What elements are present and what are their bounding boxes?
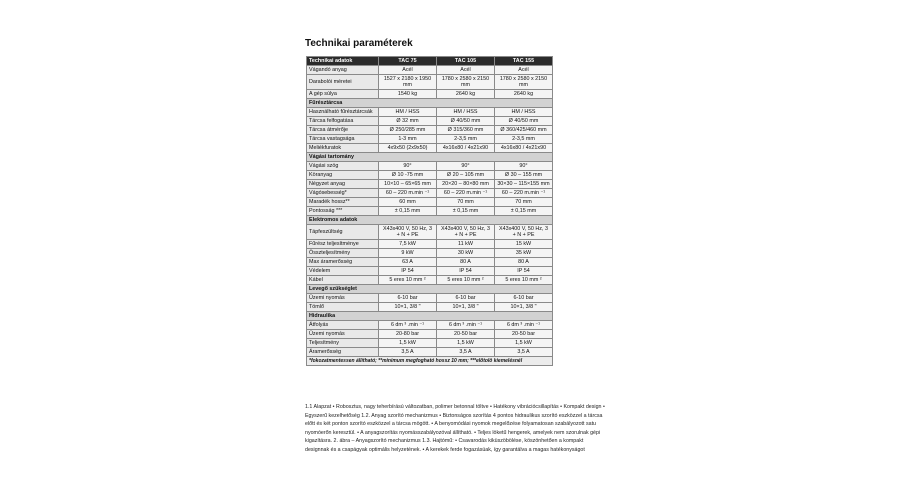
cell-value: 63 A bbox=[379, 258, 437, 267]
cell-value: 35 kW bbox=[495, 249, 553, 258]
table-row bbox=[307, 225, 553, 240]
table-row bbox=[307, 258, 553, 267]
row-label: Átfolyás bbox=[307, 321, 379, 330]
table-body bbox=[307, 66, 553, 366]
table-row bbox=[307, 144, 553, 153]
table-row bbox=[307, 249, 553, 258]
cell-value: 20-80 bar bbox=[379, 330, 437, 339]
section-title: Hidraulika bbox=[307, 312, 553, 321]
row-label: Vágási szög bbox=[307, 162, 379, 171]
cell-value: ± 0,15 mm bbox=[379, 207, 437, 216]
cell-value: 90° bbox=[437, 162, 495, 171]
cell-value: 9 kW bbox=[379, 249, 437, 258]
cell-value: Ø 250/285 mm bbox=[379, 126, 437, 135]
table-row bbox=[307, 321, 553, 330]
cell-value: 60 mm bbox=[379, 198, 437, 207]
row-label: Négyzet anyag bbox=[307, 180, 379, 189]
table-row bbox=[307, 330, 553, 339]
cell-value: 10×1, 3/8 " bbox=[437, 303, 495, 312]
row-label: Tápfeszültség bbox=[307, 225, 379, 240]
cell-value: 6-10 bar bbox=[379, 294, 437, 303]
cell-value: 2-3,5 mm bbox=[437, 135, 495, 144]
cell-value: 90° bbox=[379, 162, 437, 171]
section-title: Vágási tartomány bbox=[307, 153, 553, 162]
cell-value: 2640 kg bbox=[495, 90, 553, 99]
section-header-row bbox=[307, 99, 553, 108]
cell-value: Ø 315/360 mm bbox=[437, 126, 495, 135]
cell-value: IP 54 bbox=[495, 267, 553, 276]
cell-value: 1780 x 2580 x 2150 mm bbox=[495, 75, 553, 90]
cell-value: 20×20 – 80×80 mm bbox=[437, 180, 495, 189]
row-label: Vágandó anyag bbox=[307, 66, 379, 75]
table-row bbox=[307, 189, 553, 198]
cell-value: 15 kW bbox=[495, 240, 553, 249]
row-label: Tárcsa felfogatása bbox=[307, 117, 379, 126]
cell-value: X43x400 V, 50 Hz, 3 + N + PE bbox=[437, 225, 495, 240]
table-row bbox=[307, 135, 553, 144]
cell-value: Ø 40/50 mm bbox=[495, 117, 553, 126]
table-row bbox=[307, 66, 553, 75]
section-header-row bbox=[307, 216, 553, 225]
cell-value: 6 dm ³ .min ⁻¹ bbox=[437, 321, 495, 330]
section-title: Elektromos adatok bbox=[307, 216, 553, 225]
cell-value: 11 kW bbox=[437, 240, 495, 249]
cell-value: 5 eres 10 mm ² bbox=[495, 276, 553, 285]
column-header: Technikai adatok bbox=[307, 57, 379, 66]
table-row bbox=[307, 198, 553, 207]
cell-value: 1-3 mm bbox=[379, 135, 437, 144]
section-title: Fűrésztárcsa bbox=[307, 99, 553, 108]
cell-value: 1540 kg bbox=[379, 90, 437, 99]
cell-value: Acél bbox=[437, 66, 495, 75]
cell-value: HM / HSS bbox=[379, 108, 437, 117]
table-row bbox=[307, 339, 553, 348]
cell-value: 1,5 kW bbox=[379, 339, 437, 348]
table-row bbox=[307, 207, 553, 216]
row-label: Maradék hossz** bbox=[307, 198, 379, 207]
column-header: TAC 75 bbox=[379, 57, 437, 66]
cell-value: Ø 360/425/460 mm bbox=[495, 126, 553, 135]
row-label: Kábel bbox=[307, 276, 379, 285]
row-label: Pontosság *** bbox=[307, 207, 379, 216]
cell-value: 6-10 bar bbox=[437, 294, 495, 303]
cell-value: IP 54 bbox=[437, 267, 495, 276]
cell-value: 1527 x 2180 x 1950 mm bbox=[379, 75, 437, 90]
row-label: Használható fűrésztárcsák bbox=[307, 108, 379, 117]
cell-value: 2-3,5 mm bbox=[495, 135, 553, 144]
cell-value: 1,5 kW bbox=[495, 339, 553, 348]
row-label: Meliékfuratok bbox=[307, 144, 379, 153]
row-label: Üzemi nyomás bbox=[307, 330, 379, 339]
cell-value: X43x400 V, 50 Hz, 3 + N + PE bbox=[495, 225, 553, 240]
footnote: *fokozatmentessen állítható; **minimum megfogható hossz 10 mm; ***előtolô kiemelésnél bbox=[307, 357, 553, 366]
table-row bbox=[307, 162, 553, 171]
section-header-row bbox=[307, 312, 553, 321]
cell-value: 5 eres 10 mm ² bbox=[437, 276, 495, 285]
table-row bbox=[307, 267, 553, 276]
cell-value: HM / HSS bbox=[495, 108, 553, 117]
table-row bbox=[307, 294, 553, 303]
cell-value: 10×10 – 65×65 mm bbox=[379, 180, 437, 189]
cell-value: 30 kW bbox=[437, 249, 495, 258]
cell-value: 3,5 A bbox=[437, 348, 495, 357]
description-text: 1.1 Alapzat • Robosztus, nagy teherbírású változatban, polimer betonnal töltve • Hatékony vibrációcsillapítás • Kompakt design • Egyszerű kezelhetőség 1.2. Anyag szorító mechanizmus • Biztonságos szorítás 4 pontos hidraulikus szorító eszközzel a tárcsa előtt és két ponton szorító eszközzel a tárcsa mögött. • A benyomódási nyomok megelőzése folyamatosan szabályozott satu nyomóerőn keresztül. • A anyagszorítás nyomásszabályozóval állítható. • Teljes löketű hengerek, amelyek nem szorulnak gépi kigazításra. 2. ábra – Anyagszorító mechanizmus 1.3. Hajtómű: • Csavarodás kiküszöbölése, köszönhetően a kompakt designnak és a csapágyak optimális helyzetének. • A kerekek ferde fogazásúak, így garantálva a magas hatékonyságot bbox=[305, 404, 605, 453]
section-title: Levegő szükséglet bbox=[307, 285, 553, 294]
row-label: Tárcsa vastagsága bbox=[307, 135, 379, 144]
row-label: Darabolói méretei bbox=[307, 75, 379, 90]
cell-value: X43x400 V, 50 Hz, 3 + N + PE bbox=[379, 225, 437, 240]
cell-value: 60 – 220 m.min ⁻¹ bbox=[495, 189, 553, 198]
cell-value: 3,5 A bbox=[379, 348, 437, 357]
cell-value: 60 – 220 m.min ⁻¹ bbox=[437, 189, 495, 198]
cell-value: Ø 30 – 155 mm bbox=[495, 171, 553, 180]
row-label: Max áramerősség bbox=[307, 258, 379, 267]
table-row bbox=[307, 276, 553, 285]
row-label: Teljesítmény bbox=[307, 339, 379, 348]
cell-value: 20-50 bar bbox=[437, 330, 495, 339]
section-header-row bbox=[307, 285, 553, 294]
section-header-row bbox=[307, 153, 553, 162]
column-header: TAC 155 bbox=[495, 57, 553, 66]
row-label: Vágósebesség* bbox=[307, 189, 379, 198]
cell-value: 80 A bbox=[495, 258, 553, 267]
table-row bbox=[307, 117, 553, 126]
cell-value: 30×30 – 115×155 mm bbox=[495, 180, 553, 189]
column-header: TAC 105 bbox=[437, 57, 495, 66]
cell-value: Ø 20 – 105 mm bbox=[437, 171, 495, 180]
cell-value: 3,5 A bbox=[495, 348, 553, 357]
cell-value: 6 dm ³ .min ⁻¹ bbox=[495, 321, 553, 330]
table-row bbox=[307, 171, 553, 180]
cell-value: 5 eres 10 mm ² bbox=[379, 276, 437, 285]
row-label: Tömlő bbox=[307, 303, 379, 312]
cell-value: Ø 10 -75 mm bbox=[379, 171, 437, 180]
table-row bbox=[307, 348, 553, 357]
row-label: Összteljesítmény bbox=[307, 249, 379, 258]
table-row bbox=[307, 108, 553, 117]
row-label: Fűrész teljesítménye bbox=[307, 240, 379, 249]
cell-value: 4x16x80 / 4x21x90 bbox=[495, 144, 553, 153]
table-header-row bbox=[307, 57, 553, 66]
cell-value: 1,5 kW bbox=[437, 339, 495, 348]
cell-value: 70 mm bbox=[495, 198, 553, 207]
spec-table bbox=[306, 56, 553, 366]
footnote-row bbox=[307, 357, 553, 366]
cell-value: 4x16x80 / 4x21x90 bbox=[437, 144, 495, 153]
cell-value: 4x9x50 (2x9x50) bbox=[379, 144, 437, 153]
row-label: Tárcsa átmérője bbox=[307, 126, 379, 135]
cell-value: ± 0,15 mm bbox=[495, 207, 553, 216]
row-label: A gép súlya bbox=[307, 90, 379, 99]
cell-value: 10×1, 3/8 " bbox=[495, 303, 553, 312]
cell-value: 2640 kg bbox=[437, 90, 495, 99]
cell-value: Ø 32 mm bbox=[379, 117, 437, 126]
cell-value: 7,5 kW bbox=[379, 240, 437, 249]
row-label: Üzemi nyomás bbox=[307, 294, 379, 303]
table-row bbox=[307, 90, 553, 99]
table-row bbox=[307, 180, 553, 189]
cell-value: HM / HSS bbox=[437, 108, 495, 117]
row-label: Védelem bbox=[307, 267, 379, 276]
row-label: Áramerősség bbox=[307, 348, 379, 357]
cell-value: ± 0,15 mm bbox=[437, 207, 495, 216]
cell-value: 6-10 bar bbox=[495, 294, 553, 303]
table-row bbox=[307, 240, 553, 249]
cell-value: 80 A bbox=[437, 258, 495, 267]
table-row bbox=[307, 75, 553, 90]
cell-value: Acél bbox=[495, 66, 553, 75]
cell-value: 90° bbox=[495, 162, 553, 171]
cell-value: 6 dm ³ .min ⁻¹ bbox=[379, 321, 437, 330]
cell-value: Acél bbox=[379, 66, 437, 75]
table-row bbox=[307, 126, 553, 135]
table-row bbox=[307, 303, 553, 312]
cell-value: Ø 40/50 mm bbox=[437, 117, 495, 126]
cell-value: 1780 x 2580 x 2150 mm bbox=[437, 75, 495, 90]
page-title: Technikai paraméterek bbox=[305, 38, 413, 49]
row-label: Köranyag bbox=[307, 171, 379, 180]
cell-value: 60 – 220 m.min ⁻¹ bbox=[379, 189, 437, 198]
cell-value: IP 54 bbox=[379, 267, 437, 276]
cell-value: 10×1, 3/8 " bbox=[379, 303, 437, 312]
cell-value: 20-50 bar bbox=[495, 330, 553, 339]
cell-value: 70 mm bbox=[437, 198, 495, 207]
